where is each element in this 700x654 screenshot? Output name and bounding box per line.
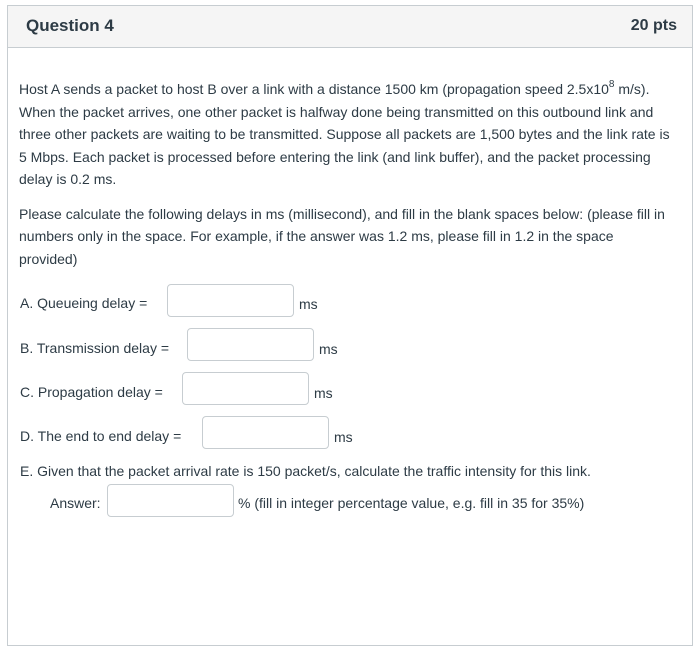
paragraph-1-text-continued: m/s). When the packet arrives, one other packet is halfway done being transmitted on this outbound link and three other packets are waiting to be transmitted. Suppose all packets are 1,500 bytes and the link rate is 5 Mbps. Each packet is processed before entering the link (and link buffer), and the packet processing delay is 0.2 ms. <box>19 81 670 187</box>
item-a-unit: ms <box>299 296 318 312</box>
item-e-unit: % (fill in integer percentage value, e.g. fill in 35 for 35%) <box>238 495 585 511</box>
item-e-label: E. Given that the packet arrival rate is 150 packet/s, calculate the traffic intensity for this link. <box>20 463 591 479</box>
propagation-delay-input[interactable] <box>182 372 309 405</box>
end-to-end-delay-input[interactable] <box>202 416 329 449</box>
paragraph-1-text: Host A sends a packet to host B over a link with a distance 1500 km (propagation speed 2.5x10 <box>19 81 609 97</box>
item-b-unit: ms <box>319 341 338 357</box>
question-title: Question 4 <box>26 16 114 35</box>
item-d-label: D. The end to end delay = <box>20 428 182 444</box>
question-paragraph-1 <box>19 78 675 191</box>
transmission-delay-input[interactable] <box>187 328 314 361</box>
item-c-label: C. Propagation delay = <box>20 384 163 400</box>
question-header <box>8 6 692 48</box>
item-c-unit: ms <box>314 385 333 401</box>
item-b-label: B. Transmission delay = <box>20 340 170 356</box>
item-e-answer-label: Answer: <box>50 495 101 511</box>
queueing-delay-input[interactable] <box>167 284 294 317</box>
question-paragraph-2: Please calculate the following delays in ms (millisecond), and fill in the blank spaces below: (please fill in numbers only in the space. For example, if the answer was 1.2 ms, please fill in 1.2 in the space provided) <box>19 205 665 267</box>
question-text <box>19 78 675 270</box>
traffic-intensity-input[interactable] <box>107 484 234 517</box>
exponent: 8 <box>608 79 615 91</box>
question-points: 20 pts <box>630 17 677 34</box>
item-a-label: A. Queueing delay = <box>20 295 148 311</box>
item-d-unit: ms <box>334 429 353 445</box>
